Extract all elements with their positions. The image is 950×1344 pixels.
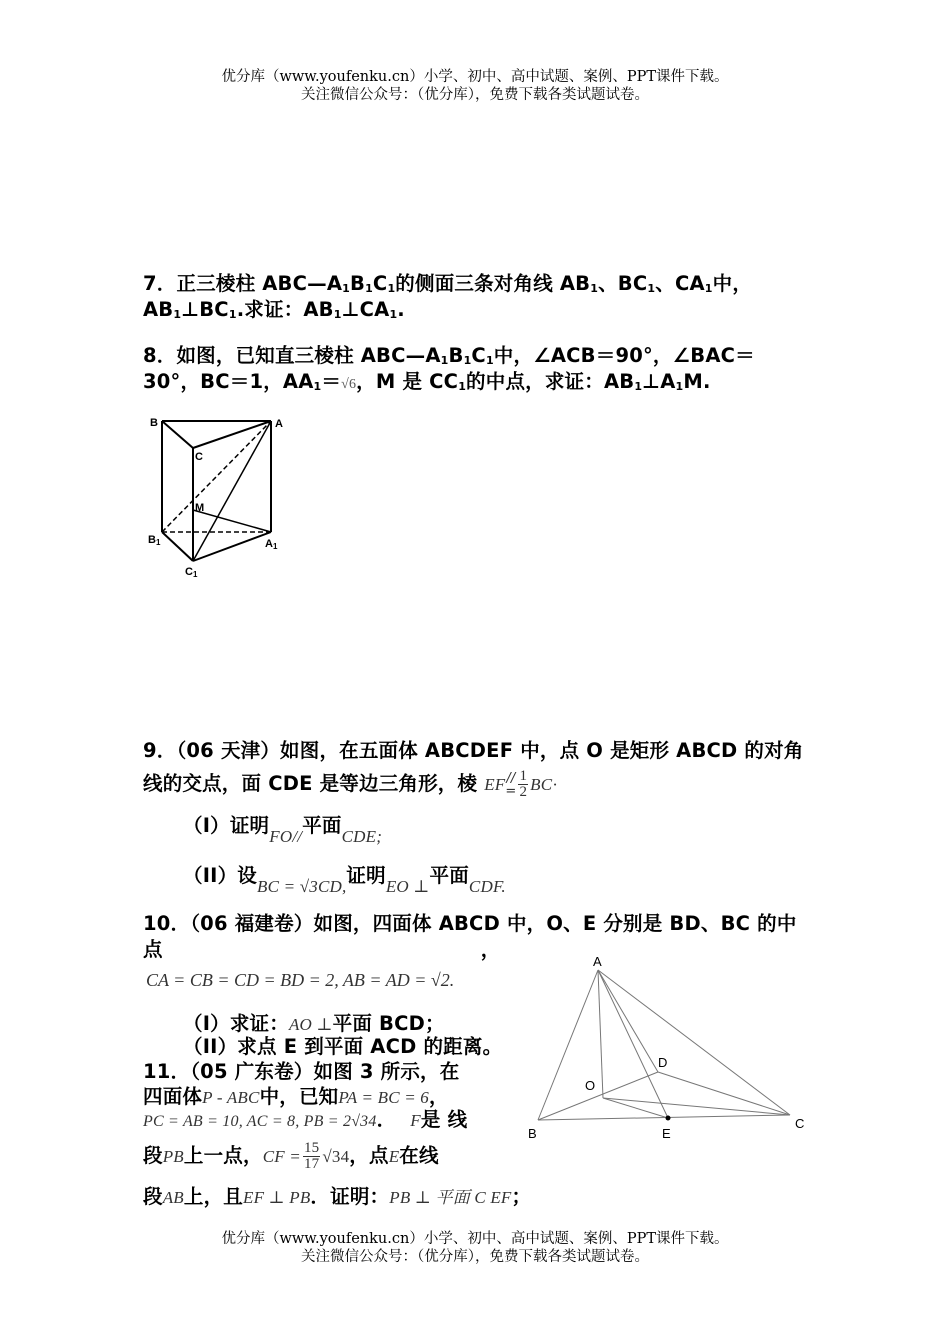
label-d: D <box>658 1055 668 1070</box>
label-o: O <box>585 1078 596 1093</box>
header-line-1: 优分库（www.youfenku.cn）小学、初中、高中试题、案例、PPT课件下载。 <box>221 69 729 85</box>
label-e: E <box>662 1126 671 1141</box>
edge-b-c <box>162 421 193 448</box>
q9-line-1: 9．（06 天津）如图，在五面体 ABCDEF 中，点 O 是矩形 ABCD 的对角 <box>143 739 804 762</box>
tetrahedron-figure <box>520 950 820 1150</box>
q9-part-1: （I）证明FO//平面CDE; <box>183 814 383 846</box>
label-a: A <box>593 954 602 969</box>
q8-line-1: 8．如图，已知直三棱柱 $ABC—A_1B_1C_1$中，∠ACB＝90°，∠BAC＝ <box>143 344 755 367</box>
q10-part-2: （II）求点 E 到平面 ACD 的距离。 <box>183 1035 503 1058</box>
diag-c1-a <box>193 421 271 561</box>
label-m: M <box>195 502 205 514</box>
footer-line-2: 关注微信公众号：（优分库），免费下载各类试题试卷。 <box>301 1249 649 1265</box>
edge-c-a <box>193 421 271 448</box>
page-footer <box>0 1230 950 1266</box>
label-c1: C1 <box>185 566 198 579</box>
q9-line-2: 线的交点，面 CDE 是等边三角形，棱 EF // = $\frac{1}{2}$ BC· <box>143 768 559 800</box>
header-line-2: 关注微信公众号：（优分库），免费下载各类试题试卷。 <box>301 87 649 103</box>
label-b: B <box>528 1126 537 1141</box>
q11-line-5: 段AB上，且EF ⊥ PB．证明：PB ⊥ 平面 C EF； <box>143 1185 532 1208</box>
edge-c1-a1 <box>193 532 271 561</box>
page-header <box>0 68 950 104</box>
edge-a-b <box>538 970 598 1120</box>
q10-condition: CA = CB = CD = BD = 2, AB = AD = √2. <box>146 970 455 990</box>
diag-b1-a-dashed <box>162 421 271 532</box>
label-c: C <box>195 451 203 463</box>
q11-line-1: 11．（05 广东卷）如图 3 所示，在 <box>143 1060 460 1083</box>
footer-line-1: 优分库（www.youfenku.cn）小学、初中、高中试题、案例、PPT课件下载。 <box>221 1231 729 1247</box>
label-a1: A1 <box>265 538 278 551</box>
sqrt6: √6 <box>341 377 357 392</box>
q10-line-1: 10．（06 福建卷）如图，四面体 ABCD 中，O、E 分别是 BD、BC 的中 <box>143 912 797 935</box>
edge-a-o <box>598 970 603 1098</box>
label-c: C <box>795 1116 805 1131</box>
edge-b1-c1 <box>162 532 193 561</box>
edge-b-c <box>538 1115 790 1120</box>
label-b: B <box>150 417 158 429</box>
label-a: A <box>275 418 283 430</box>
label-b1: B1 <box>148 534 161 547</box>
q10-line-2: 点 ， <box>143 938 501 961</box>
q11-line-3: PC = AB = 10, AC = 8, PB = 2√34． F是 线 <box>143 1108 468 1131</box>
q7-line-1: 7．正三棱柱 $ABC—A_1B_1C_1$的侧面三条对角线 $AB_1$、$BC_1$、$CA_1$中， <box>143 272 753 295</box>
edge-a-c <box>598 970 790 1115</box>
q10-part-1: （I）求证：AO ⊥平面 BCD； <box>183 1012 445 1035</box>
edge-a-d <box>598 970 658 1072</box>
seg-m-a1 <box>193 510 271 532</box>
q11-line-2: 四面体P - ABC中，已知PA = BC = 6， <box>143 1085 449 1108</box>
q9-part-2: （II）设BC = √3CD,证明EO ⊥平面CDF. <box>183 864 506 896</box>
point-e <box>666 1116 671 1121</box>
seg-a-e <box>598 970 668 1118</box>
q7-line-2: $AB_1\perp BC_1$.求证：$AB_1\perp CA_1$. <box>143 298 405 321</box>
prism-figure <box>140 410 300 580</box>
edge-b-d <box>538 1072 658 1120</box>
q11-line-4: 段PB上一点，CF = $\frac{15}{17}$ √34，点E在线 <box>143 1140 439 1172</box>
q8-line-2: 30°，BC＝1，$AA_1=√6$，M 是 $CC_1$的中点，求证：$AB_1\perp A_1M$. <box>143 370 711 393</box>
